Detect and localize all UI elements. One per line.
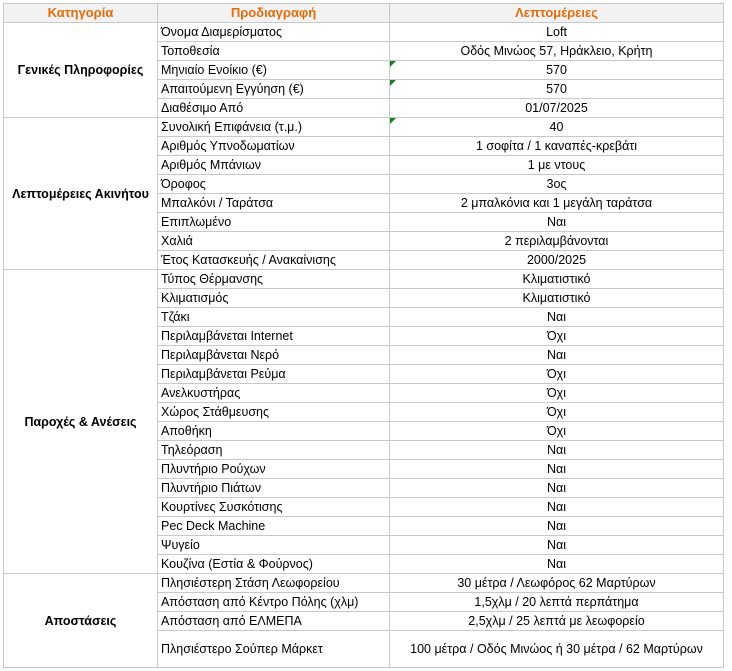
spec-cell[interactable]: Απόσταση από Κέντρο Πόλης (χλμ) [158,593,390,612]
detail-cell[interactable]: 2,5χλμ / 25 λεπτά με λεωφορείο [390,612,724,631]
spec-cell[interactable]: Απαιτούμενη Εγγύηση (€) [158,80,390,99]
comment-indicator-icon[interactable] [390,80,396,86]
detail-cell[interactable]: Ναι [390,213,724,232]
spec-cell[interactable]: Μηνιαίο Ενοίκιο (€) [158,61,390,80]
detail-cell[interactable] [390,61,724,80]
detail-cell[interactable]: Όχι [390,327,724,346]
spec-cell[interactable]: Όροφος [158,175,390,194]
detail-cell[interactable]: Ναι [390,536,724,555]
detail-cell[interactable]: 100 μέτρα / Οδός Μινώος ή 30 μέτρα / 62 Μαρτύρων [390,631,724,668]
detail-cell[interactable]: Οδός Μινώος 57, Ηράκλειο, Κρήτη [390,42,724,61]
spec-cell[interactable]: Πλυντήριο Ρούχων [158,460,390,479]
spec-cell[interactable]: Ψυγείο [158,536,390,555]
header-category[interactable]: Κατηγορία [4,4,158,23]
apartment-spec-table [3,3,724,668]
comment-indicator-icon[interactable] [390,61,396,67]
detail-cell[interactable]: Κλιματιστικό [390,289,724,308]
spec-cell[interactable]: Τοποθεσία [158,42,390,61]
detail-cell[interactable]: Όχι [390,422,724,441]
table-row [4,574,724,593]
spec-cell[interactable]: Επιπλωμένο [158,213,390,232]
detail-cell[interactable]: Κλιματιστικό [390,270,724,289]
spec-cell[interactable]: Απόσταση από ΕΛΜΕΠΑ [158,612,390,631]
spec-cell[interactable]: Κουζίνα (Εστία & Φούρνος) [158,555,390,574]
detail-cell[interactable]: Ναι [390,460,724,479]
spec-cell[interactable]: Όνομα Διαμερίσματος [158,23,390,42]
detail-cell[interactable]: 01/07/2025 [390,99,724,118]
spec-cell[interactable]: Αποθήκη [158,422,390,441]
spec-cell[interactable]: Πλησιέστερη Στάση Λεωφορείου [158,574,390,593]
detail-cell[interactable]: 2 μπαλκόνια και 1 μεγάλη ταράτσα [390,194,724,213]
spec-cell[interactable]: Τύπος Θέρμανσης [158,270,390,289]
detail-cell[interactable]: Ναι [390,517,724,536]
spec-cell[interactable]: Ανελκυστήρας [158,384,390,403]
detail-cell[interactable]: 1 σοφίτα / 1 καναπές-κρεβάτι [390,137,724,156]
spec-cell[interactable]: Χώρος Στάθμευσης [158,403,390,422]
detail-cell[interactable]: Ναι [390,555,724,574]
spec-cell[interactable]: Περιλαμβάνεται Ρεύμα [158,365,390,384]
detail-cell[interactable]: 3ος [390,175,724,194]
spec-cell[interactable]: Κουρτίνες Συσκότισης [158,498,390,517]
spec-cell[interactable]: Pec Deck Machine [158,517,390,536]
detail-cell[interactable]: 2 περιλαμβάνονται [390,232,724,251]
detail-text: 570 [546,63,567,77]
header-row [4,4,724,23]
detail-cell[interactable]: Ναι [390,308,724,327]
detail-cell[interactable]: 1,5χλμ / 20 λεπτά περπάτημα [390,593,724,612]
category-cell[interactable]: Αποστάσεις [4,574,158,668]
spec-cell[interactable]: Τζάκι [158,308,390,327]
detail-cell[interactable] [390,118,724,137]
spec-cell[interactable]: Αριθμός Υπνοδωματίων [158,137,390,156]
category-cell[interactable]: Λεπτομέρειες Ακινήτου [4,118,158,270]
spec-cell[interactable]: Διαθέσιμο Από [158,99,390,118]
detail-cell[interactable]: Όχι [390,403,724,422]
detail-cell[interactable]: Loft [390,23,724,42]
spec-cell[interactable]: Τηλεόραση [158,441,390,460]
spec-cell[interactable]: Περιλαμβάνεται Internet [158,327,390,346]
comment-indicator-icon[interactable] [390,118,396,124]
header-details[interactable]: Λεπτομέρειες [390,4,724,23]
table-row [4,270,724,289]
detail-cell[interactable]: Ναι [390,479,724,498]
detail-text: 40 [549,120,564,134]
spec-cell[interactable]: Αριθμός Μπάνιων [158,156,390,175]
spec-cell[interactable]: Περιλαμβάνεται Νερό [158,346,390,365]
detail-cell[interactable]: 1 με ντους [390,156,724,175]
detail-cell[interactable] [390,80,724,99]
detail-text: 570 [546,82,567,96]
category-cell[interactable]: Γενικές Πληροφορίες [4,23,158,118]
detail-cell[interactable]: 30 μέτρα / Λεωφόρος 62 Μαρτύρων [390,574,724,593]
detail-cell[interactable]: Όχι [390,384,724,403]
spec-cell[interactable]: Μπαλκόνι / Ταράτσα [158,194,390,213]
detail-cell[interactable]: Ναι [390,441,724,460]
spec-cell[interactable]: Πλησιέστερο Σούπερ Μάρκετ [158,631,390,668]
spec-cell[interactable]: Κλιματισμός [158,289,390,308]
detail-cell[interactable]: 2000/2025 [390,251,724,270]
header-spec[interactable]: Προδιαγραφή [158,4,390,23]
spec-cell[interactable]: Συνολική Επιφάνεια (τ.μ.) [158,118,390,137]
detail-cell[interactable]: Ναι [390,346,724,365]
detail-cell[interactable]: Όχι [390,365,724,384]
table-row [4,118,724,137]
detail-cell[interactable]: Ναι [390,498,724,517]
spec-cell[interactable]: Πλυντήριο Πιάτων [158,479,390,498]
category-cell[interactable]: Παροχές & Ανέσεις [4,270,158,574]
spec-cell[interactable]: Χαλιά [158,232,390,251]
table-row [4,23,724,42]
spec-cell[interactable]: Έτος Κατασκευής / Ανακαίνισης [158,251,390,270]
